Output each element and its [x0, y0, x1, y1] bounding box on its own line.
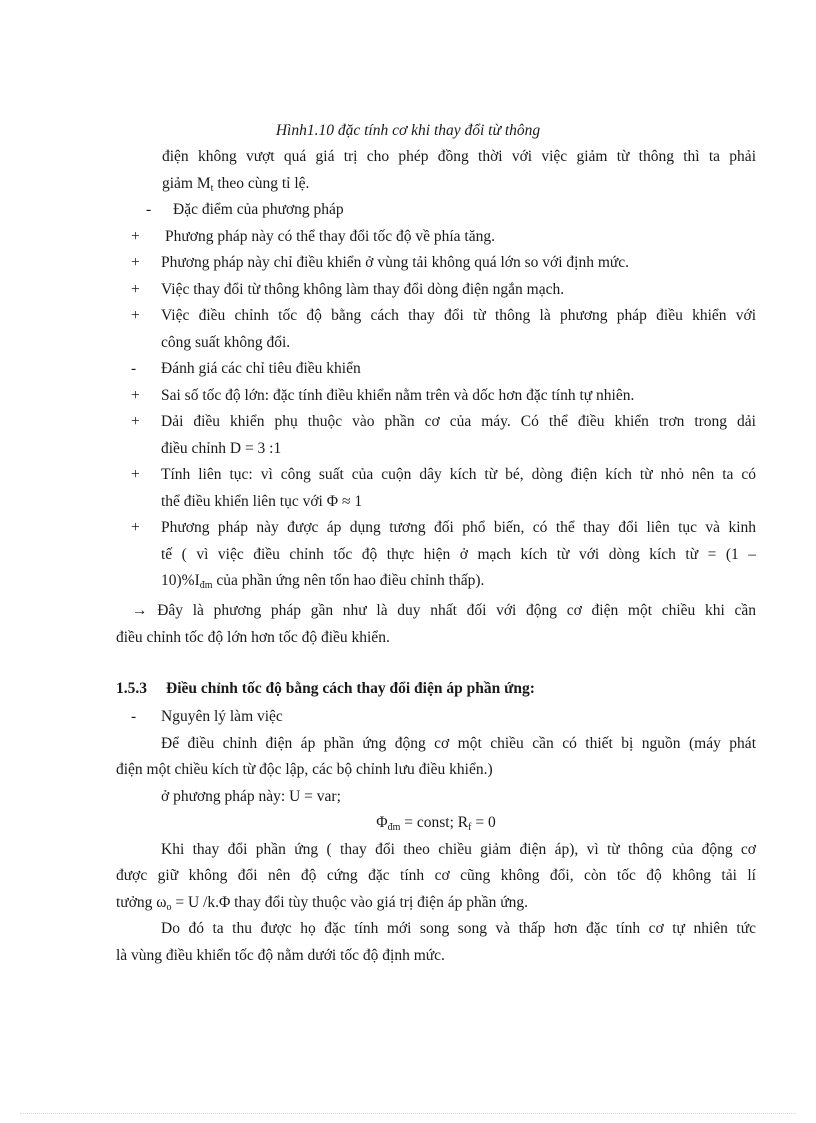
evaluation-title: Đánh giá các chỉ tiêu điều khiển [161, 360, 361, 377]
principle-section [0, 704, 816, 969]
plus-bullet: + [131, 307, 140, 324]
paragraph-line: điện một chiều kích từ độc lập, các bộ chỉnh lưu điều khiển.) [116, 761, 493, 778]
plus-bullet: + [131, 386, 140, 404]
plus-bullet: + [131, 413, 140, 430]
list-item-continuation: tế ( vì việc điều chỉnh tốc độ thực hiện ở mạch kích từ với dòng kích từ = (1 – [161, 545, 756, 563]
dash-bullet: - [146, 201, 152, 218]
features-title: Đặc điểm của phương pháp [173, 201, 344, 218]
conclusion-line-2: điều chỉnh tốc độ lớn hơn tốc độ điều khiển. [116, 628, 390, 646]
dash-bullet: - [131, 360, 137, 377]
plus-bullet: + [131, 466, 140, 483]
dash-bullet: - [131, 708, 137, 725]
figure-caption: Hình1.10 đặc tính cơ khi thay đổi từ thông [275, 122, 541, 139]
features-section [0, 197, 816, 356]
list-item: Phương pháp này có thể thay đổi tốc độ về phía tăng. [165, 227, 495, 245]
paragraph-line: Khi thay đổi phần ứng ( thay đổi theo chiều giảm điện áp), vì từ thông của động cơ [161, 840, 756, 858]
paragraph-line: Do đó ta thu được họ đặc tính mới song song và thấp hơn đặc tính cơ tự nhiên tức [161, 920, 756, 937]
page-bottom-divider [20, 1113, 796, 1114]
paragraph-line: tưởng $\omega_o = U$ /k.Φ thay đổi tùy thuộc vào giá trị điện áp phần ứng. [116, 893, 528, 913]
list-item: Việc điều chỉnh tốc độ bằng cách thay đổi từ thông là phương pháp điều khiển với [161, 307, 756, 324]
intro-line-1: điện không vượt quá giá trị cho phép đồng thời với việc giảm từ thông thì ta phải [162, 148, 756, 165]
method-line: ở phương pháp này: U = var; [161, 787, 341, 805]
formula-line: $\Phi_{đm}$ = const; $R_f = 0$ [376, 814, 496, 833]
section-title: Điều chỉnh tốc độ bằng cách thay đổi điện áp phần ứng: [166, 680, 535, 697]
list-item-continuation: thể điều khiển liên tục với Φ ≈ 1 [161, 492, 363, 510]
conclusion-line-1: → Đây là phương pháp gần như là duy nhất đối với động cơ điện một chiều khi cần [132, 602, 756, 619]
list-item: Tính liên tục: vì công suất của cuộn dây kích từ bé, dòng điện kích từ nhỏ nên ta có [161, 466, 756, 483]
principle-title: Nguyên lý làm việc [161, 708, 283, 725]
paragraph-line: được giữ không đổi nên độ cứng đặc tính cơ cũng không đổi, còn tốc độ không tải lí [116, 867, 756, 884]
list-item: Sai số tốc độ lớn: đặc tính điều khiển nằm trên và dốc hơn đặc tính tự nhiên. [161, 386, 635, 404]
intro-line-2: giảm $M_t$ theo cùng tỉ lệ. [162, 174, 310, 194]
plus-bullet: + [131, 227, 140, 245]
plus-bullet: + [131, 254, 140, 271]
section-number: 1.5.3 [116, 680, 147, 697]
evaluation-section [0, 356, 816, 595]
conclusion-paragraph [0, 598, 816, 651]
list-item-continuation: công suất không đổi. [161, 333, 291, 351]
plus-bullet: + [131, 280, 140, 298]
plus-bullet: + [131, 519, 140, 536]
list-item: Phương pháp này chỉ điều khiển ở vùng tải không quá lớn so với định mức. [161, 254, 630, 271]
paragraph-line: là vùng điều khiển tốc độ nằm dưới tốc độ định mức. [116, 946, 445, 964]
list-item: Việc thay đổi từ thông không làm thay đổi dòng điện ngắn mạch. [161, 280, 565, 298]
intro-paragraph [0, 144, 816, 197]
list-item-continuation: $10)\%I_{đm}$ của phần ứng nên tổn hao điều chỉnh thấp). [161, 572, 485, 591]
paragraph-line: Để điều chỉnh điện áp phần ứng động cơ một chiều cần có thiết bị nguồn (máy phát [161, 734, 756, 752]
list-item-continuation: điều chỉnh D = 3 :1 [161, 439, 282, 457]
list-item: Phương pháp này được áp dụng tương đối phổ biến, có thể thay đổi liên tục và kinh [161, 519, 756, 536]
section-heading [116, 678, 535, 700]
list-item: Dải điều khiển phụ thuộc vào phần cơ của máy. Có thể điều khiển trơn trong dải [161, 413, 756, 430]
